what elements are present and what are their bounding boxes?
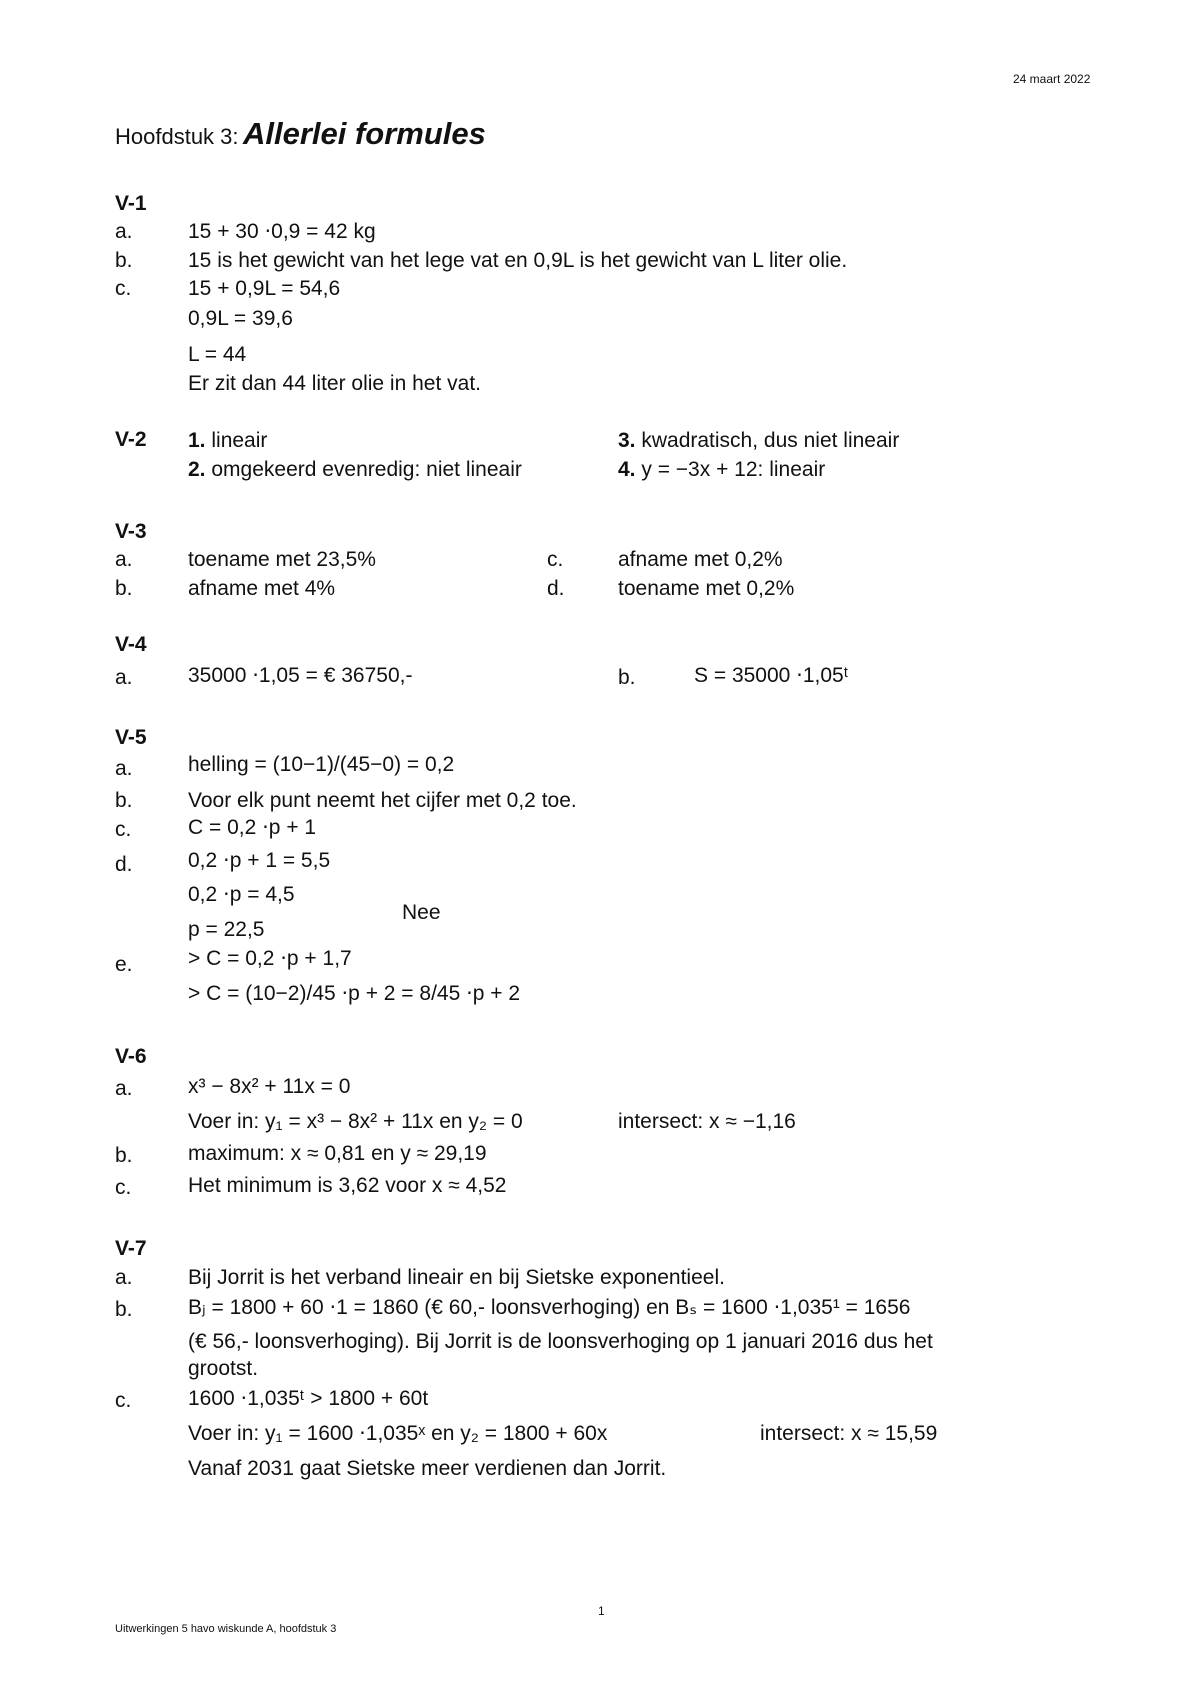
v4-a-text: 35000 ⋅1,05 = € 36750,- <box>188 664 413 687</box>
title-main: Allerlei formules <box>242 116 486 151</box>
v7-b-line1: Bⱼ = 1800 + 60 ⋅1 = 1860 (€ 60,- loonsverhoging) en Bₛ = 1600 ⋅1,035¹ = 1656 <box>188 1296 911 1319</box>
footer-text: Uitwerkingen 5 havo wiskunde A, hoofdstuk 3 <box>115 1623 337 1635</box>
v5-d-answer: Nee <box>402 901 441 924</box>
section-heading-v6: V-6 <box>115 1045 147 1068</box>
v2-item3-num: 3. <box>618 429 636 452</box>
v2-item2-text: omgekeerd evenredig: niet lineair <box>211 458 522 481</box>
v5-e-line2: > C = (10−2)/45 ⋅p + 2 = 8/45 ⋅p + 2 <box>188 982 521 1005</box>
v3-a-text: toename met 23,5% <box>188 548 376 571</box>
title-prefix: Hoofdstuk 3: <box>115 124 239 149</box>
v3-c-label: c. <box>547 548 564 571</box>
v3-b-text: afname met 4% <box>188 577 336 600</box>
v2-item4-formula: y = −3x + 12 <box>641 458 758 481</box>
v5-a-label: a. <box>115 757 133 780</box>
v5-b-label: b. <box>115 789 133 812</box>
v5-b-text: Voor elk punt neemt het cijfer met 0,2 toe. <box>188 789 577 812</box>
v1-c-label: c. <box>115 277 132 300</box>
v4-b-text: S = 35000 ⋅1,05ᵗ <box>694 664 849 687</box>
v2-item-3 <box>618 428 899 454</box>
v6-a-intersect: intersect: x ≈ −1,16 <box>618 1110 796 1133</box>
v2-item4-num: 4. <box>618 458 636 481</box>
v5-c-label: c. <box>115 818 132 841</box>
v5-e-line1: > C = 0,2 ⋅p + 1,7 <box>188 947 352 970</box>
v1-a-text: 15 + 30 ⋅0,9 = 42 kg <box>188 220 376 243</box>
v6-b-text: maximum: x ≈ 0,81 en y ≈ 29,19 <box>188 1142 487 1165</box>
v2-item4-text: : lineair <box>757 458 826 481</box>
v6-a-line1: x³ − 8x² + 11x = 0 <box>188 1075 351 1098</box>
section-heading-v7: V-7 <box>115 1237 147 1260</box>
v7-c-intersect: intersect: x ≈ 15,59 <box>760 1422 938 1445</box>
v1-b-label: b. <box>115 249 133 272</box>
v2-item1-text: lineair <box>211 429 268 452</box>
v3-c-text: afname met 0,2% <box>618 548 783 571</box>
v1-c-line3: L = 44 <box>188 343 247 366</box>
header-date: 24 maart 2022 <box>1013 72 1091 86</box>
v7-c-line3: Vanaf 2031 gaat Sietske meer verdienen dan Jorrit. <box>188 1457 667 1480</box>
v1-c-line4: Er zit dan 44 liter olie in het vat. <box>188 372 481 395</box>
v5-d-label: d. <box>115 853 133 876</box>
v6-a-label: a. <box>115 1077 133 1100</box>
v3-b-label: b. <box>115 577 133 600</box>
v7-b-line3: grootst. <box>188 1357 259 1380</box>
v6-b-label: b. <box>115 1144 133 1167</box>
v6-c-label: c. <box>115 1176 132 1199</box>
v2-item-4 <box>618 457 825 483</box>
v2-item-2 <box>188 457 522 483</box>
section-heading-v4: V-4 <box>115 633 147 656</box>
v5-e-label: e. <box>115 953 133 976</box>
v2-item2-num: 2. <box>188 458 206 481</box>
page-title <box>115 116 486 152</box>
section-heading-v1: V-1 <box>115 192 147 215</box>
page-number: 1 <box>598 1604 605 1618</box>
v2-item1-num: 1. <box>188 429 206 452</box>
v6-a-line2: Voer in: y₁ = x³ − 8x² + 11x en y₂ = 0 <box>188 1110 523 1133</box>
v7-c-label: c. <box>115 1389 132 1412</box>
v5-d-line2: 0,2 ⋅p = 4,5 <box>188 883 295 906</box>
section-heading-v3: V-3 <box>115 520 147 543</box>
v5-d-line3: p = 22,5 <box>188 918 265 941</box>
v2-item-1 <box>188 428 267 454</box>
v3-d-label: d. <box>547 577 565 600</box>
v4-a-label: a. <box>115 666 133 689</box>
v3-a-label: a. <box>115 548 133 571</box>
v1-c-line1: 15 + 0,9L = 54,6 <box>188 277 341 300</box>
v7-c-line2: Voer in: y₁ = 1600 ⋅1,035ˣ en y₂ = 1800 + 60x <box>188 1422 608 1445</box>
v7-a-text: Bij Jorrit is het verband lineair en bij Sietske exponentieel. <box>188 1266 725 1289</box>
v3-d-text: toename met 0,2% <box>618 577 795 600</box>
v5-c-text: C = 0,2 ⋅p + 1 <box>188 816 317 839</box>
v2-item3-text: kwadratisch, dus niet lineair <box>641 429 900 452</box>
section-heading-v5: V-5 <box>115 726 147 749</box>
v7-c-line1: 1600 ⋅1,035ᵗ > 1800 + 60t <box>188 1387 429 1410</box>
v5-a-text: helling = (10−1)/(45−0) = 0,2 <box>188 753 455 776</box>
v5-d-line1: 0,2 ⋅p + 1 = 5,5 <box>188 849 331 872</box>
v1-c-line2: 0,9L = 39,6 <box>188 307 293 330</box>
v6-c-text: Het minimum is 3,62 voor x ≈ 4,52 <box>188 1174 507 1197</box>
v1-a-label: a. <box>115 220 133 243</box>
v4-b-label: b. <box>618 666 636 689</box>
v7-b-line2: (€ 56,- loonsverhoging). Bij Jorrit is de loonsverhoging op 1 januari 2016 dus het <box>188 1330 933 1353</box>
section-heading-v2: V-2 <box>115 428 147 451</box>
v1-b-text: 15 is het gewicht van het lege vat en 0,9L is het gewicht van L liter olie. <box>188 249 848 272</box>
v7-b-label: b. <box>115 1298 133 1321</box>
v7-a-label: a. <box>115 1266 133 1289</box>
